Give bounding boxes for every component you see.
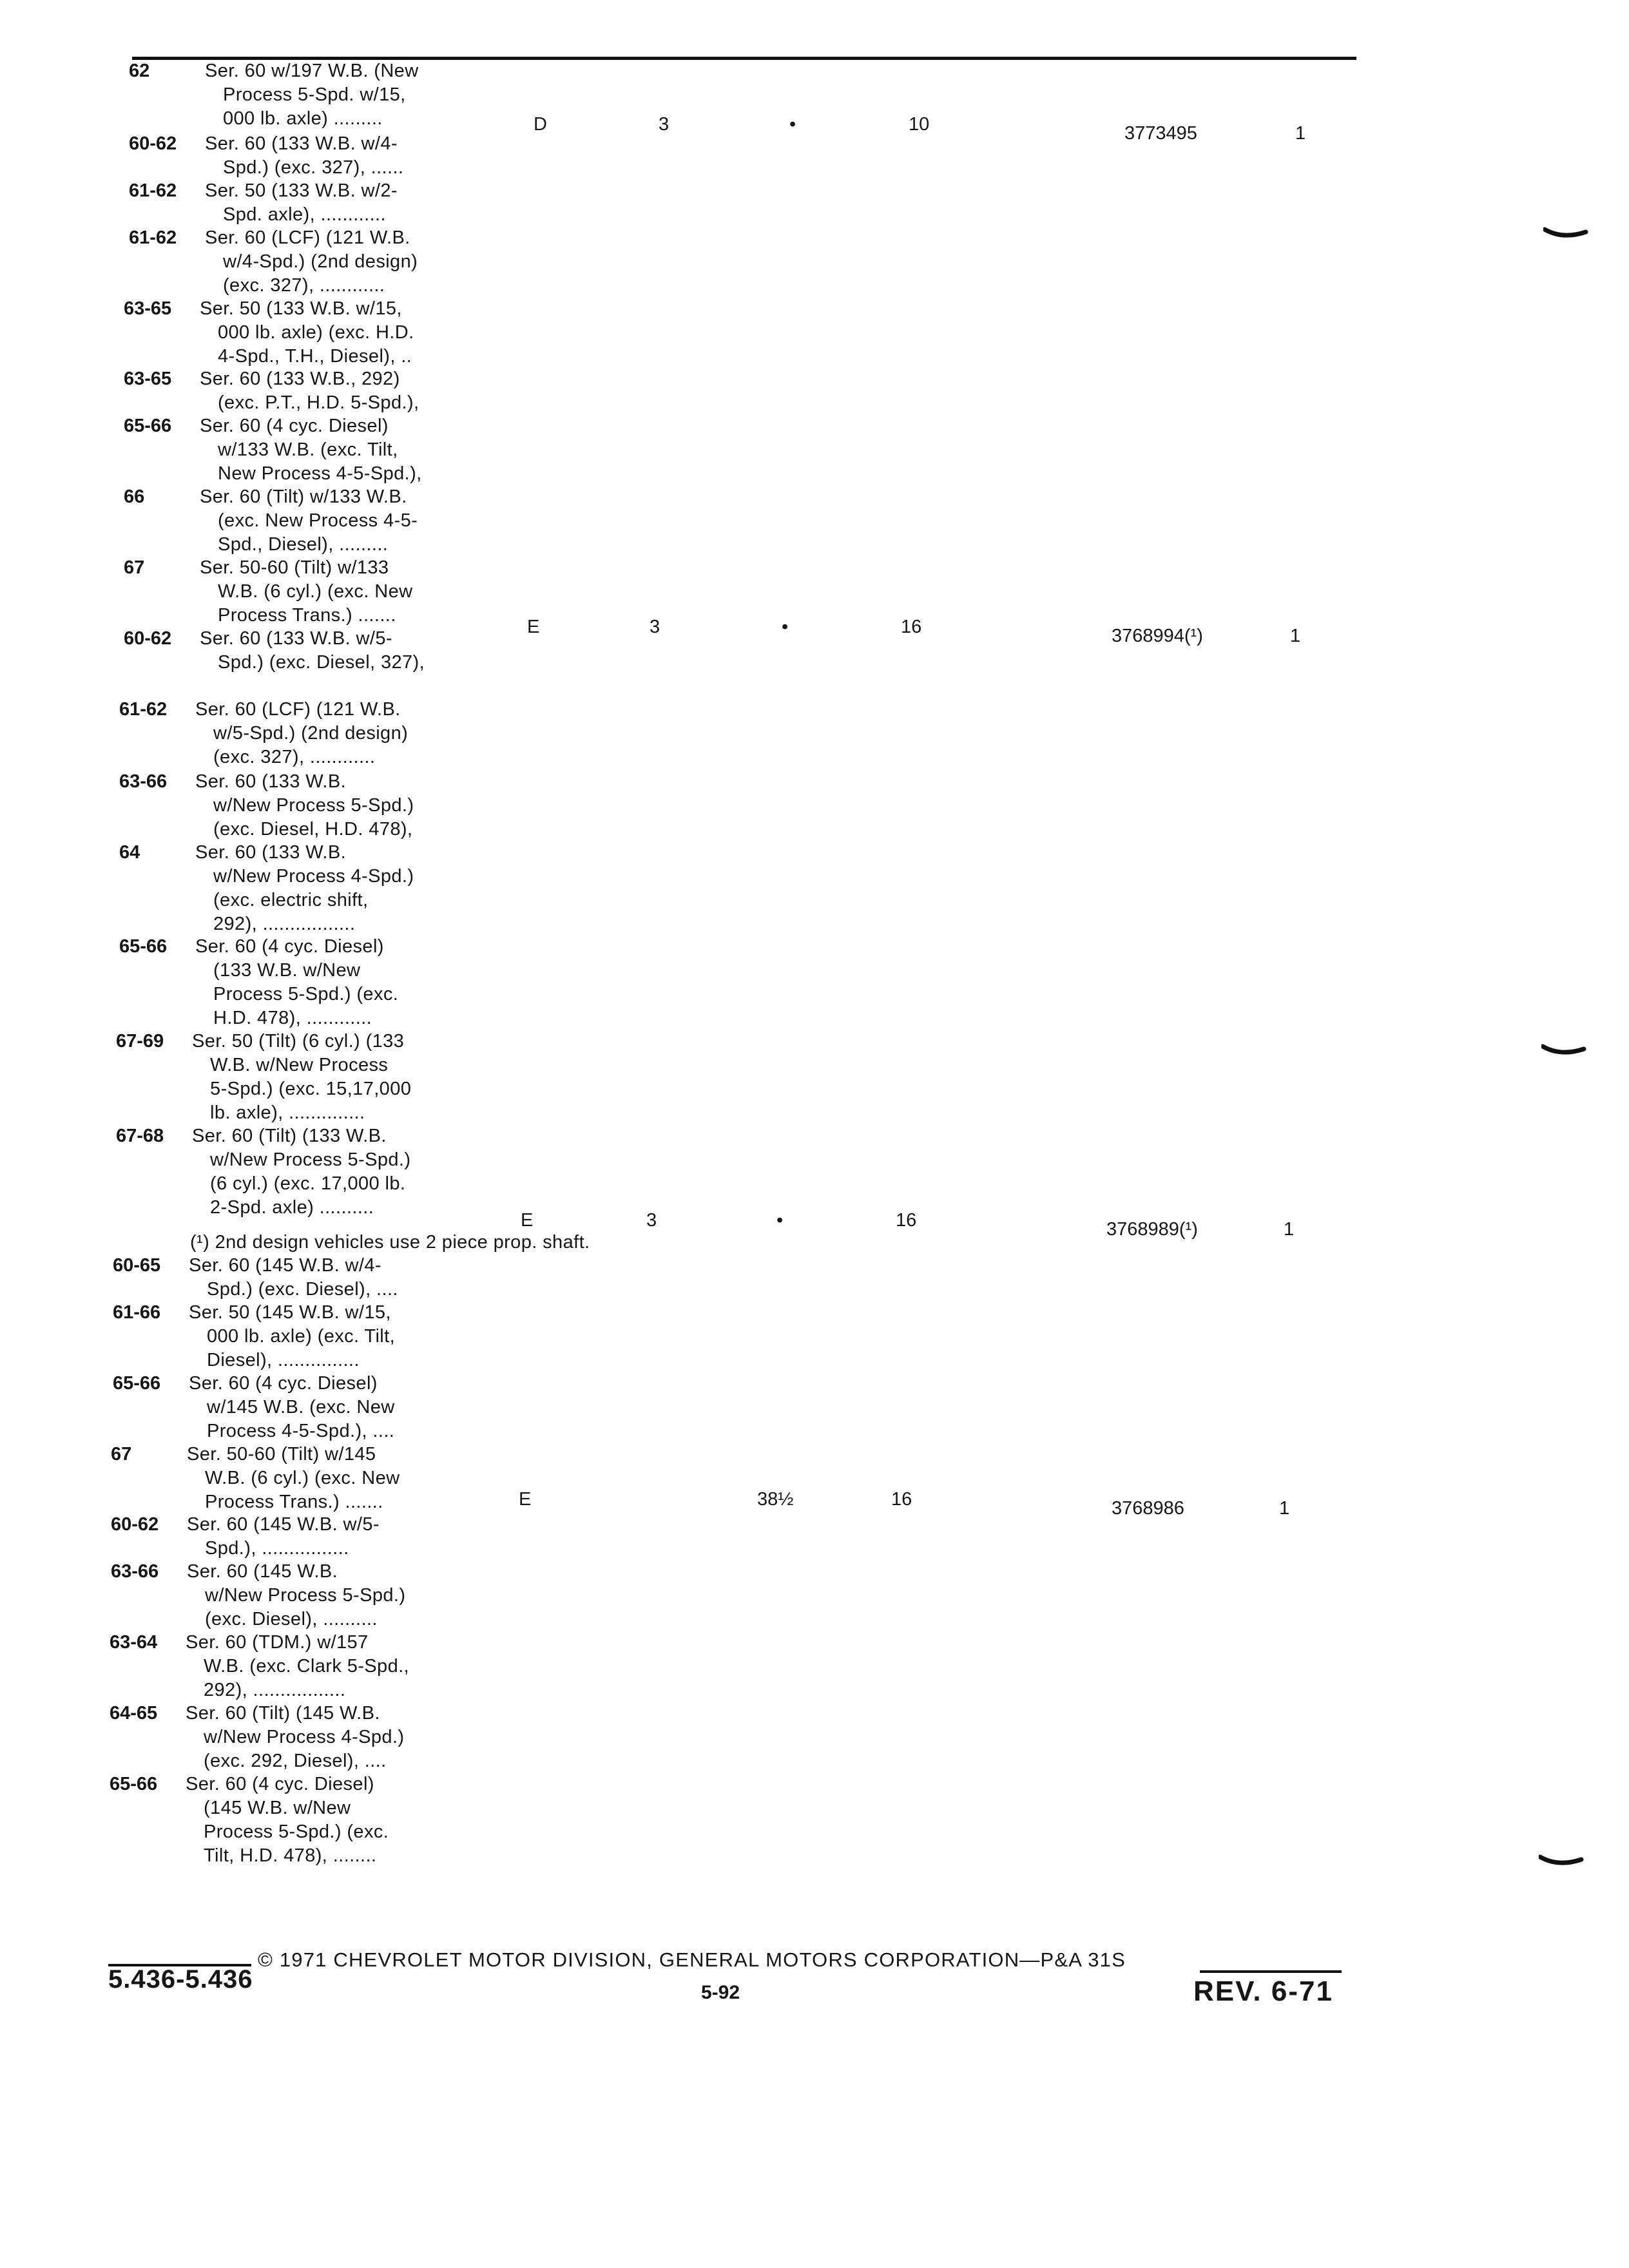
vehicle-description [187, 1560, 535, 1631]
description-line: w/133 W.B. (exc. Tilt, [218, 439, 398, 460]
description-line: (exc. 327), ............ [213, 747, 376, 767]
vehicle-description [200, 367, 548, 415]
description-line: (exc. New Process 4-5- [218, 510, 418, 531]
description-line: Ser. 60 (133 W.B. [195, 771, 347, 792]
footer-section-code: 5.436-5.436 [108, 1965, 253, 1994]
type-code: D [534, 114, 547, 135]
description-line: w/New Process 4-Spd.) [204, 1727, 405, 1747]
model-years: 60-62 [124, 628, 172, 649]
description-line: W.B. (exc. Clark 5-Spd., [204, 1656, 410, 1677]
description-line: (exc. 327), ............ [223, 275, 385, 296]
model-years: 67 [111, 1444, 132, 1465]
diameter-value: 16 [891, 1489, 912, 1510]
part-number: 3768989(¹) [1106, 1219, 1198, 1240]
footer-revision: REV. 6-71 [1193, 1975, 1333, 2007]
description-line: (exc. P.T., H.D. 5-Spd.), [218, 392, 419, 413]
description-line: Ser. 60 (Tilt) (145 W.B. [186, 1703, 380, 1724]
description-line: Ser. 60 (LCF) (121 W.B. [195, 699, 401, 720]
vehicle-description [186, 1702, 534, 1773]
description-line: Process 5-Spd. w/15, [223, 84, 406, 105]
description-line: Ser. 60 w/197 W.B. (New [205, 61, 419, 81]
description-line: Ser. 60 (145 W.B. w/5- [187, 1514, 380, 1535]
length-value: 38½ [757, 1489, 794, 1510]
description-line: W.B. (6 cyl.) (exc. New [218, 581, 413, 602]
quantity: 1 [1290, 626, 1301, 646]
vehicle-description [205, 226, 553, 298]
binder-mark-2 [1541, 1044, 1586, 1063]
description-line: (145 W.B. w/New [204, 1798, 351, 1818]
type-code: E [519, 1489, 532, 1510]
model-years: 61-66 [113, 1302, 161, 1323]
description-line: W.B. w/New Process [210, 1055, 389, 1075]
description-line: 000 lb. axle) (exc. H.D. [218, 322, 414, 343]
description-line: lb. axle), .............. [210, 1102, 365, 1123]
description-line: Ser. 50 (Tilt) (6 cyl.) (133 [192, 1031, 405, 1052]
description-line: (exc. Diesel), .......... [205, 1609, 378, 1629]
type-code: E [527, 617, 540, 637]
vehicle-description [195, 841, 543, 936]
description-line: Ser. 60 (4 cyc. Diesel) [200, 416, 389, 436]
model-years: 63-65 [124, 369, 172, 389]
vehicle-description [186, 1631, 534, 1702]
model-years: 67-69 [116, 1031, 164, 1052]
footer-page-number: 5-92 [701, 1982, 740, 2003]
diameter-value: 16 [901, 617, 922, 637]
footer-copyright: © 1971 CHEVROLET MOTOR DIVISION, GENERAL MOTORS CORPORATION—P&A 31S [258, 1948, 1126, 1971]
description-line: Ser. 60 (4 cyc. Diesel) [195, 936, 384, 957]
model-years: 63-64 [110, 1632, 158, 1653]
description-line: w/New Process 5-Spd.) [213, 795, 414, 816]
length-value: • [782, 617, 789, 637]
model-years: 63-66 [119, 771, 168, 792]
vehicle-description [195, 935, 543, 1030]
description-line: Process 4-5-Spd.), .... [207, 1421, 395, 1441]
description-line: Ser. 60 (4 cyc. Diesel) [189, 1373, 378, 1394]
vehicle-description [189, 1301, 537, 1372]
model-years: 66 [124, 486, 145, 507]
quantity: 1 [1295, 123, 1306, 144]
model-years: 60-65 [113, 1255, 161, 1276]
model-years: 67 [124, 557, 145, 578]
description-line: New Process 4-5-Spd.), [218, 463, 422, 484]
model-years: 65-66 [119, 936, 168, 957]
vehicle-description [187, 1443, 535, 1514]
model-years: 61-62 [129, 227, 177, 248]
description-line: Ser. 60 (133 W.B. [195, 842, 347, 863]
description-line: 292), ................. [204, 1680, 346, 1700]
vehicle-description [189, 1254, 537, 1302]
binder-mark-1 [1543, 227, 1588, 246]
description-line: Spd.) (exc. Diesel), .... [207, 1279, 398, 1300]
vehicle-description [200, 297, 548, 369]
part-number: 3768994(¹) [1112, 626, 1203, 646]
vehicle-description [200, 556, 548, 628]
description-line: w/New Process 4-Spd.) [213, 866, 414, 887]
footnote: (¹) 2nd design vehicles use 2 piece prop. shaft. [190, 1232, 590, 1253]
footer-rule-right [1200, 1970, 1342, 1973]
description-line: Spd., Diesel), ......... [218, 534, 389, 555]
binder-mark-3 [1539, 1854, 1584, 1874]
description-line: Ser. 50 (145 W.B. w/15, [189, 1302, 391, 1323]
description-line: Process 5-Spd.) (exc. [204, 1821, 389, 1842]
model-years: 64-65 [110, 1703, 158, 1724]
group-count: 3 [650, 617, 660, 637]
group-count: 3 [646, 1210, 657, 1231]
description-line: Ser. 50 (133 W.B. w/2- [205, 180, 398, 201]
diameter-value: 10 [909, 114, 930, 135]
description-line: Ser. 60 (TDM.) w/157 [186, 1632, 369, 1653]
description-line: Ser. 60 (145 W.B. w/4- [189, 1255, 381, 1276]
description-line: 4-Spd., T.H., Diesel), .. [218, 346, 412, 367]
description-line: Spd.) (exc. Diesel, 327), [218, 652, 425, 673]
model-years: 60-62 [129, 133, 177, 154]
description-line: w/4-Spd.) (2nd design) [223, 251, 418, 272]
vehicle-description [192, 1030, 540, 1125]
length-value: • [789, 114, 796, 135]
group-count: 3 [659, 114, 670, 135]
vehicle-description [205, 179, 553, 227]
description-line: 292), ................. [213, 914, 356, 934]
description-line: Ser. 50 (133 W.B. w/15, [200, 298, 402, 319]
model-years: 61-62 [129, 180, 177, 201]
description-line: Tilt, H.D. 478), ........ [204, 1845, 377, 1866]
description-line: 000 lb. axle) (exc. Tilt, [207, 1326, 396, 1347]
description-line: Process Trans.) ....... [218, 605, 396, 626]
description-line: W.B. (6 cyl.) (exc. New [205, 1468, 400, 1488]
description-line: Ser. 50-60 (Tilt) w/133 [200, 557, 389, 578]
model-years: 65-66 [113, 1373, 161, 1394]
model-years: 60-62 [111, 1514, 159, 1535]
description-line: Process Trans.) ....... [205, 1492, 383, 1512]
description-line: w/145 W.B. (exc. New [207, 1397, 395, 1418]
description-line: 000 lb. axle) ......... [223, 108, 383, 129]
vehicle-description [195, 698, 543, 769]
description-line: Ser. 60 (133 W.B. w/4- [205, 133, 398, 154]
vehicle-description [205, 59, 553, 131]
type-code: E [521, 1210, 534, 1231]
vehicle-description [200, 485, 548, 557]
description-line: Spd. axle), ............ [223, 204, 386, 225]
description-line: Process 5-Spd.) (exc. [213, 984, 399, 1004]
diameter-value: 16 [896, 1210, 917, 1231]
vehicle-description [205, 132, 553, 180]
description-line: Ser. 60 (145 W.B. [187, 1561, 338, 1582]
model-years: 67-68 [116, 1126, 164, 1146]
description-line: Ser. 60 (Tilt) (133 W.B. [192, 1126, 387, 1146]
quantity: 1 [1284, 1219, 1295, 1240]
description-line: (exc. 292, Diesel), .... [204, 1751, 387, 1771]
description-line: Ser. 60 (LCF) (121 W.B. [205, 227, 410, 248]
model-years: 62 [129, 61, 150, 81]
description-line: w/New Process 5-Spd.) [210, 1149, 411, 1170]
description-line: Ser. 60 (Tilt) w/133 W.B. [200, 486, 407, 507]
description-line: 5-Spd.) (exc. 15,17,000 [210, 1079, 412, 1099]
vehicle-description [200, 414, 548, 486]
model-years: 63-66 [111, 1561, 159, 1582]
vehicle-description [189, 1372, 537, 1443]
description-line: (exc. electric shift, [213, 890, 369, 910]
description-line: (6 cyl.) (exc. 17,000 lb. [210, 1173, 406, 1194]
model-years: 65-66 [110, 1774, 158, 1794]
quantity: 1 [1279, 1498, 1290, 1519]
description-line: (133 W.B. w/New [213, 960, 361, 981]
description-line: 2-Spd. axle) .......... [210, 1197, 374, 1218]
model-years: 63-65 [124, 298, 172, 319]
vehicle-description [192, 1124, 540, 1220]
vehicle-description [195, 770, 543, 841]
description-line: H.D. 478), ............ [213, 1008, 372, 1028]
description-line: w/New Process 5-Spd.) [205, 1585, 406, 1606]
description-line: Diesel), ............... [207, 1350, 360, 1370]
part-number: 3768986 [1112, 1498, 1184, 1519]
description-line: (exc. Diesel, H.D. 478), [213, 819, 413, 840]
length-value: • [776, 1210, 784, 1231]
description-line: Spd.), ................ [205, 1538, 349, 1559]
description-line: Ser. 60 (133 W.B. w/5- [200, 628, 392, 649]
vehicle-description [187, 1513, 535, 1561]
description-line: Spd.) (exc. 327), ...... [223, 157, 404, 178]
vehicle-description [186, 1773, 534, 1868]
description-line: Ser. 50-60 (Tilt) w/145 [187, 1444, 376, 1465]
description-line: Ser. 60 (133 W.B., 292) [200, 369, 400, 389]
vehicle-description [200, 627, 548, 675]
description-line: Ser. 60 (4 cyc. Diesel) [186, 1774, 374, 1794]
model-years: 61-62 [119, 699, 168, 720]
model-years: 65-66 [124, 416, 172, 436]
part-number: 3773495 [1124, 123, 1197, 144]
description-line: w/5-Spd.) (2nd design) [213, 723, 409, 744]
model-years: 64 [119, 842, 140, 863]
